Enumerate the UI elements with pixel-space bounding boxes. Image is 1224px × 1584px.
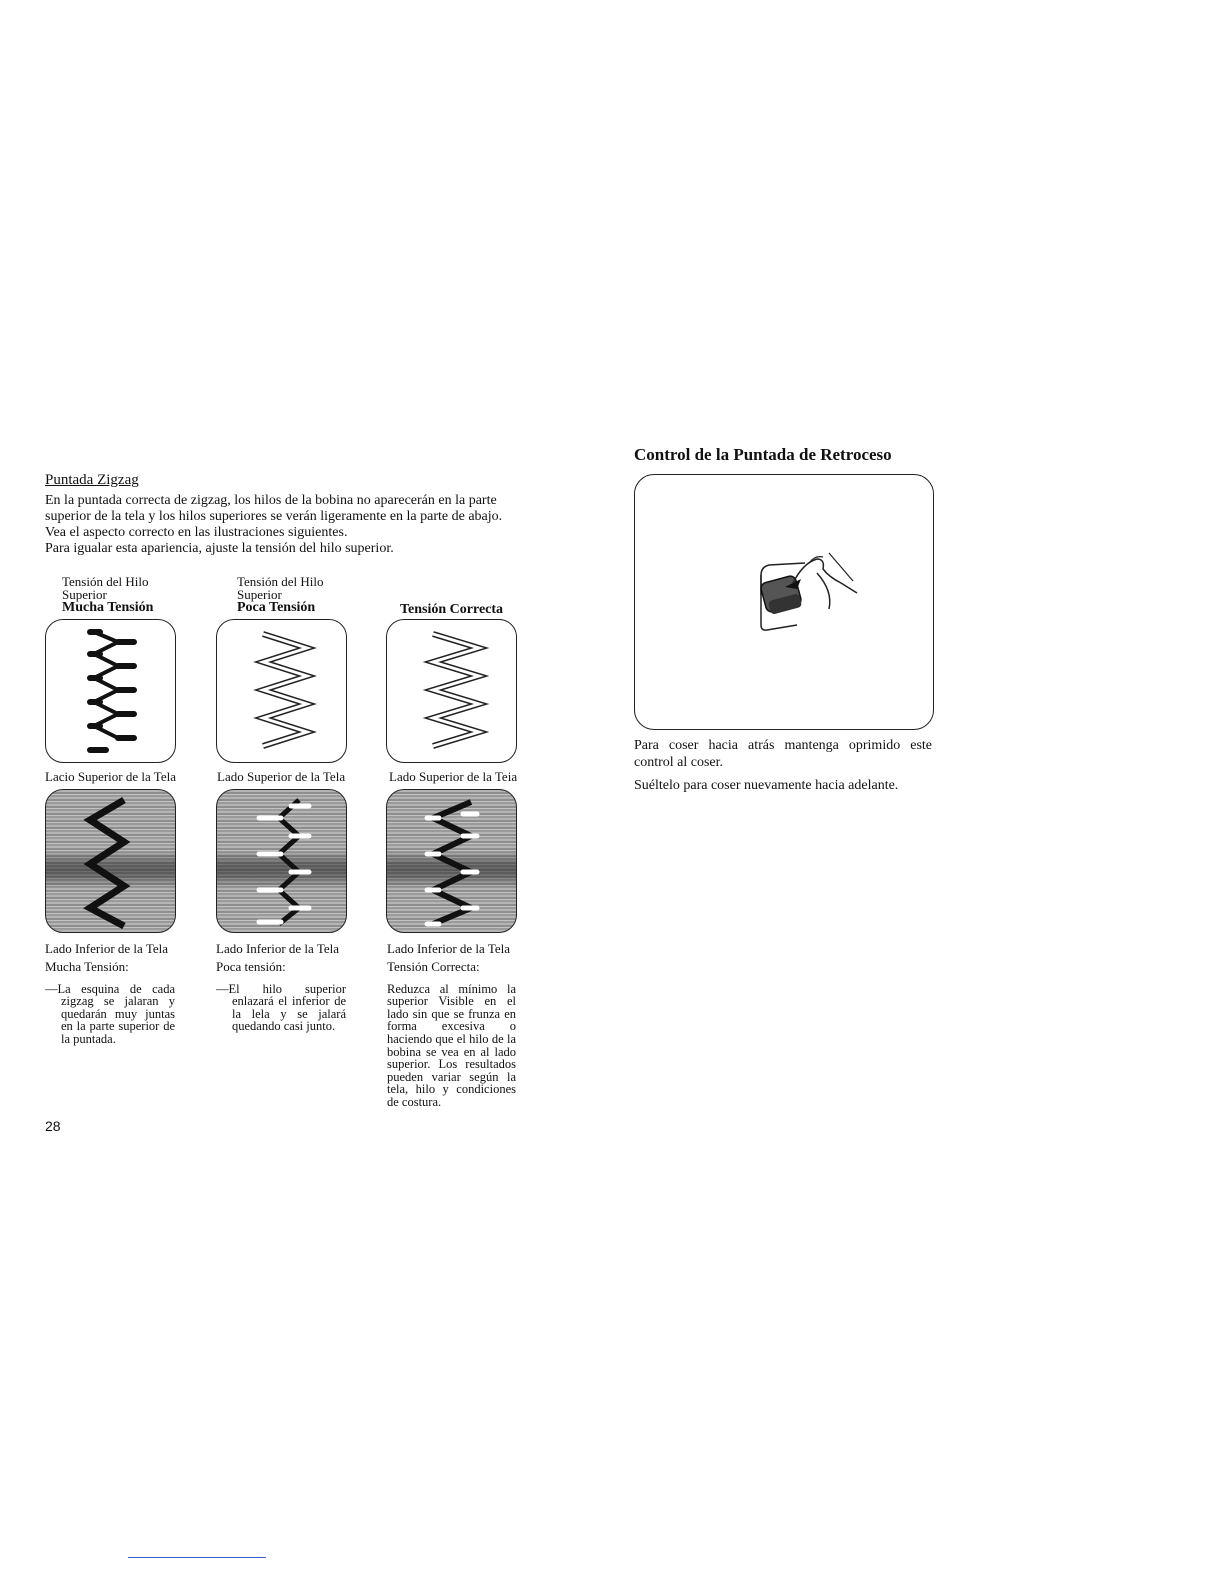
column-heading-line: Superior (237, 587, 282, 602)
footer-rule (128, 1557, 266, 1558)
caption-bottom-high: Lado Inferior de la Tela (45, 941, 169, 956)
intro-paragraph (45, 493, 525, 557)
column-heading-high (62, 575, 153, 614)
section-heading: Puntada Zigzag (45, 472, 139, 488)
column-heading-line: Superior (62, 587, 107, 602)
top-side-illustration-correct (386, 619, 517, 763)
top-side-illustration-low (216, 619, 347, 763)
zigzag-high-bottom-icon (46, 790, 175, 932)
caption-top-high: Lacio Superior de la Tela (45, 769, 176, 784)
column-heading-correct (400, 603, 503, 616)
caption-bottom-low: Lado Inferior de la Tela (216, 941, 340, 956)
caption-top-correct: Lado Superior de la Teia (389, 769, 518, 784)
reverse-lever-illustration (634, 474, 934, 730)
description-body: —La esquina de cada zigzag se jalaran y quedarán muy juntas en la parte superior de la puntada. (45, 981, 175, 1046)
reverse-stitch-heading: Control de la Puntada de Retroceso (634, 445, 892, 464)
description-body: —El hilo superior enlazará el inferior de la lela y se jalará quedando casi junto. (216, 981, 346, 1034)
column-heading-bold: Mucha Tensión (62, 600, 154, 615)
description-label: Tensión Correcta: (387, 959, 480, 974)
intro-line: En la puntada correcta de zigzag, los hilos de la bobina no aparecerán en la parte (45, 493, 497, 508)
column-heading-line: Tensión del Hilo (62, 574, 149, 589)
caption-top-low: Lado Superior de la Tela (217, 769, 346, 784)
zigzag-low-top-icon (217, 620, 346, 762)
zigzag-high-top-icon (46, 620, 175, 762)
description-high (45, 961, 175, 1046)
reverse-stitch-text (634, 737, 932, 800)
column-heading-bold: Poca Tensión (237, 600, 316, 615)
intro-line: superior de la tela y los hilos superiores se verán ligeramente en la parte de abajo. (45, 509, 503, 524)
zigzag-correct-top-icon (387, 620, 516, 762)
column-heading-bold: Tensión Correcta (400, 602, 504, 617)
column-heading-line: Tensión del Hilo (237, 574, 324, 589)
description-low (216, 961, 346, 1033)
reverse-lever-icon (635, 475, 933, 729)
description-body: Reduzca al mínimo la superior Visible en el lado sin que se frunza en forma excesiva o haciendo que el hilo de la bobina se vea en al lado superior. Los resultados pueden variar según la tela, hilo y condiciones de costura. (387, 981, 516, 1109)
column-heading-low (237, 575, 323, 614)
bottom-side-illustration-correct (386, 789, 517, 933)
description-label: Poca tensión: (216, 959, 286, 974)
caption-bottom-correct: Lado Inferior de la Tela (387, 941, 511, 956)
zigzag-low-bottom-icon (217, 790, 346, 932)
description-correct (387, 961, 516, 1109)
bottom-side-illustration-high (45, 789, 176, 933)
intro-line: Para igualar esta apariencia, ajuste la tensión del hilo superior. (45, 541, 394, 556)
bottom-side-illustration-low (216, 789, 347, 933)
description-label: Mucha Tensión: (45, 959, 129, 974)
zigzag-correct-bottom-icon (387, 790, 516, 932)
reverse-stitch-paragraph: Para coser hacia atrás mantenga oprimido este control al coser. (634, 738, 932, 770)
intro-line: Vea el aspecto correcto en las ilustraciones siguientes. (45, 525, 348, 540)
reverse-stitch-paragraph: Suéltelo para coser nuevamente hacia adelante. (634, 778, 899, 793)
top-side-illustration-high (45, 619, 176, 763)
page-number: 28 (45, 1118, 61, 1134)
